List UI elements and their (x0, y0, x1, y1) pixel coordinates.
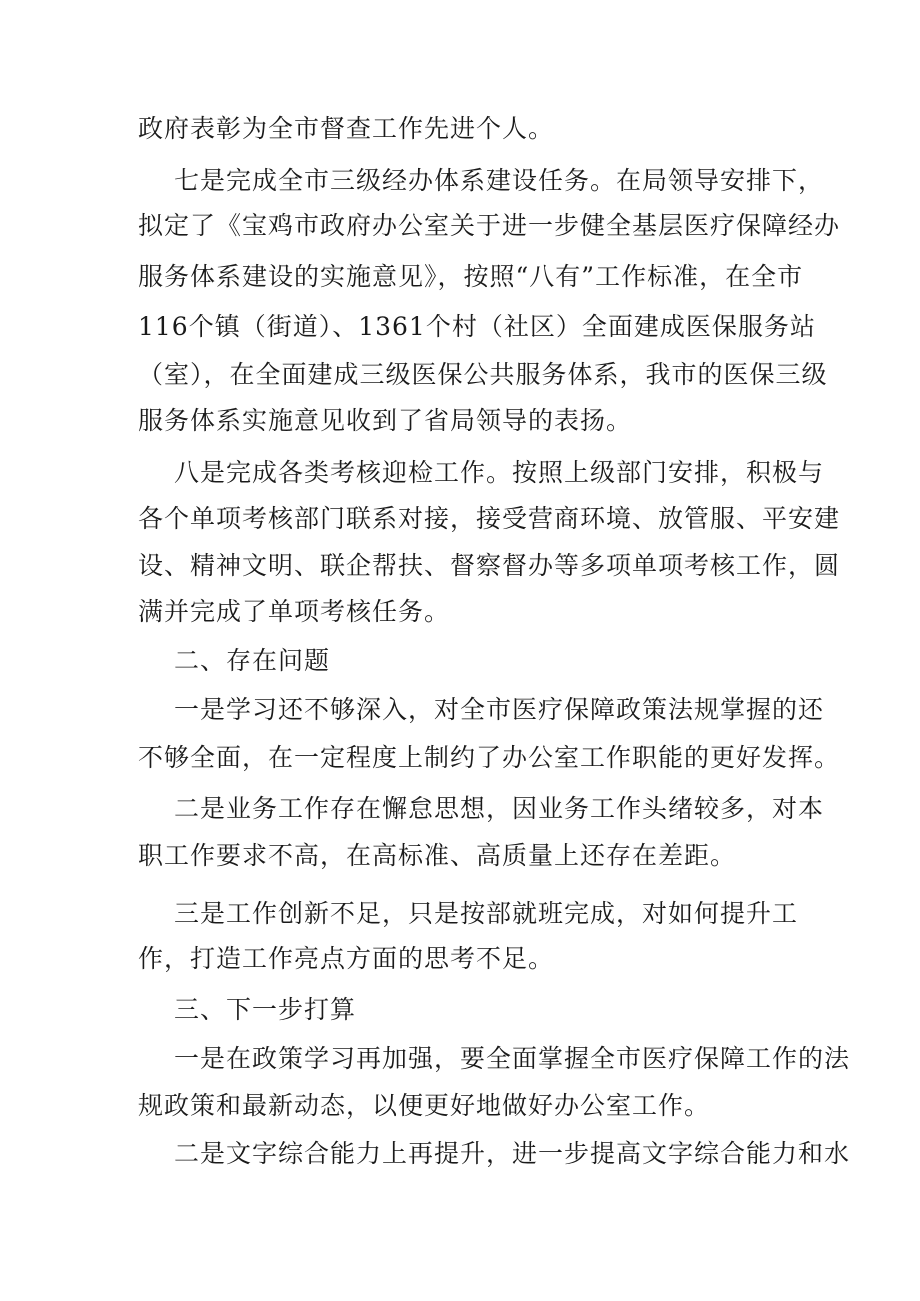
paragraph-line: 规政策和最新动态，以便更好地做好办公室工作。 (138, 1091, 711, 1120)
paragraph-line: 一是在政策学习再加强，要全面掌握全市医疗保障工作的法 (174, 1044, 851, 1073)
paragraph-line: 一是学习还不够深入，对全市医疗保障政策法规掌握的还 (174, 695, 825, 724)
paragraph-line: （室），在全面建成三级医保公共服务体系，我市的医保三级 (138, 360, 828, 389)
paragraph-line: 七是完成全市三级经办体系建设任务。在局领导安排下， (174, 166, 825, 195)
paragraph-line: 二是业务工作存在懈怠思想，因业务工作头绪较多，对本 (174, 794, 825, 823)
paragraph-line: 116个镇（街道）、1361个村（社区）全面建成医保服务站 (138, 312, 816, 341)
paragraph-line: 作，打造工作亮点方面的思考不足。 (138, 944, 555, 973)
section-heading: 三、下一步打算 (174, 995, 357, 1024)
paragraph-line: 二是文字综合能力上再提升，进一步提高文字综合能力和水 (174, 1139, 851, 1168)
paragraph-line: 满并完成了单项考核任务。 (138, 597, 451, 626)
section-heading: 二、存在问题 (174, 646, 331, 675)
paragraph-line: 八是完成各类考核迎检工作。按照上级部门安排，积极与 (174, 458, 825, 487)
paragraph-line: 政府表彰为全市督查工作先进个人。 (138, 114, 555, 143)
paragraph-line: 职工作要求不高，在高标准、高质量上还存在差距。 (138, 841, 737, 870)
paragraph-line: 各个单项考核部门联系对接，接受营商环境、放管服、平安建 (138, 504, 841, 533)
paragraph-line: 三是工作创新不足，只是按部就班完成，对如何提升工 (174, 899, 799, 928)
paragraph-line: 服务体系建设的实施意见》，按照“八有”工作标准，在全市 (138, 262, 804, 291)
paragraph-line: 不够全面，在一定程度上制约了办公室工作职能的更好发挥。 (138, 743, 841, 772)
paragraph-line: 拟定了《宝鸡市政府办公室关于进一步健全基层医疗保障经办 (138, 211, 841, 240)
paragraph-line: 服务体系实施意见收到了省局领导的表扬。 (138, 406, 633, 435)
paragraph-line: 设、精神文明、联企帮扶、督察督办等多项单项考核工作，圆 (138, 551, 841, 580)
